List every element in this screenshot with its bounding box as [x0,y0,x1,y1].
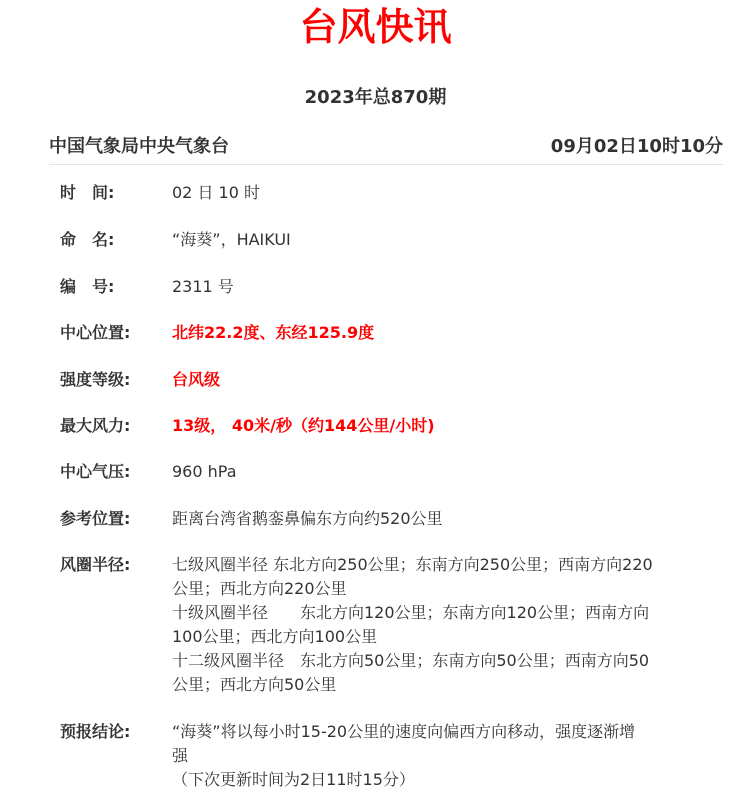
intensity-value: 台风级 [172,370,221,389]
page-title: 台风快讯 [299,5,452,49]
wind-radius-line: 十级风圈半径 东北方向120公里；东南方向120公里；西南方向 [172,603,650,622]
bulletin-header [49,134,723,160]
wind-radius-line: 100公里；西北方向100公里 [172,627,378,646]
forecast-value [172,720,712,792]
header-divider [49,164,723,165]
wind-radius-value [172,553,712,697]
row-intensity [60,368,720,392]
number-value: 2311 号 [172,277,234,296]
forecast-line: （下次更新时间为2日11时15分） [172,770,415,789]
row-wind-radius [60,553,720,699]
row-number [60,275,720,299]
center-position-value: 北纬22.2度、东经125.9度 [172,323,375,342]
row-forecast [60,720,720,794]
row-name [60,228,720,252]
row-max-wind [60,414,720,438]
wind-radius-line: 公里；西北方向220公里 [172,579,347,598]
time-value: 02 日 10 时 [172,183,260,202]
intensity-label: 强度等级: [60,370,131,389]
number-label: 编 号: [60,277,115,296]
name-value: “海葵”，HAIKUI [172,230,291,249]
forecast-line: “海葵”将以每小时15-20公里的速度向偏西方向移动，强度逐渐增 [172,722,636,741]
center-pressure-label: 中心气压: [60,462,131,481]
max-wind-label: 最大风力: [60,416,131,435]
wind-radius-label: 风圈半径: [60,555,131,574]
forecast-line: 强 [172,746,189,765]
issue-number: 2023年总870期 [304,87,447,108]
reference-position-value: 距离台湾省鹅銮鼻偏东方向约520公里 [172,509,443,528]
wind-radius-line: 十二级风圈半径 东北方向50公里；东南方向50公里；西南方向50 [172,651,650,670]
row-center-pressure [60,460,720,484]
publish-time: 09月02日10时10分 [550,136,723,157]
center-position-label: 中心位置: [60,323,131,342]
max-wind-value: 13级， 40米/秒（约144公里/小时) [172,416,435,435]
row-center-position [60,321,720,345]
row-reference-position [60,507,720,531]
row-time [60,181,720,205]
reference-position-label: 参考位置: [60,509,131,528]
time-label: 时 间: [60,183,115,202]
forecast-label: 预报结论: [60,722,131,741]
wind-radius-line: 七级风圈半径 东北方向250公里；东南方向250公里；西南方向220 [172,555,653,574]
wind-radius-line: 公里；西北方向50公里 [172,675,337,694]
name-label: 命 名: [60,230,115,249]
agency-name: 中国气象局中央气象台 [49,136,229,157]
center-pressure-value: 960 hPa [172,462,237,481]
